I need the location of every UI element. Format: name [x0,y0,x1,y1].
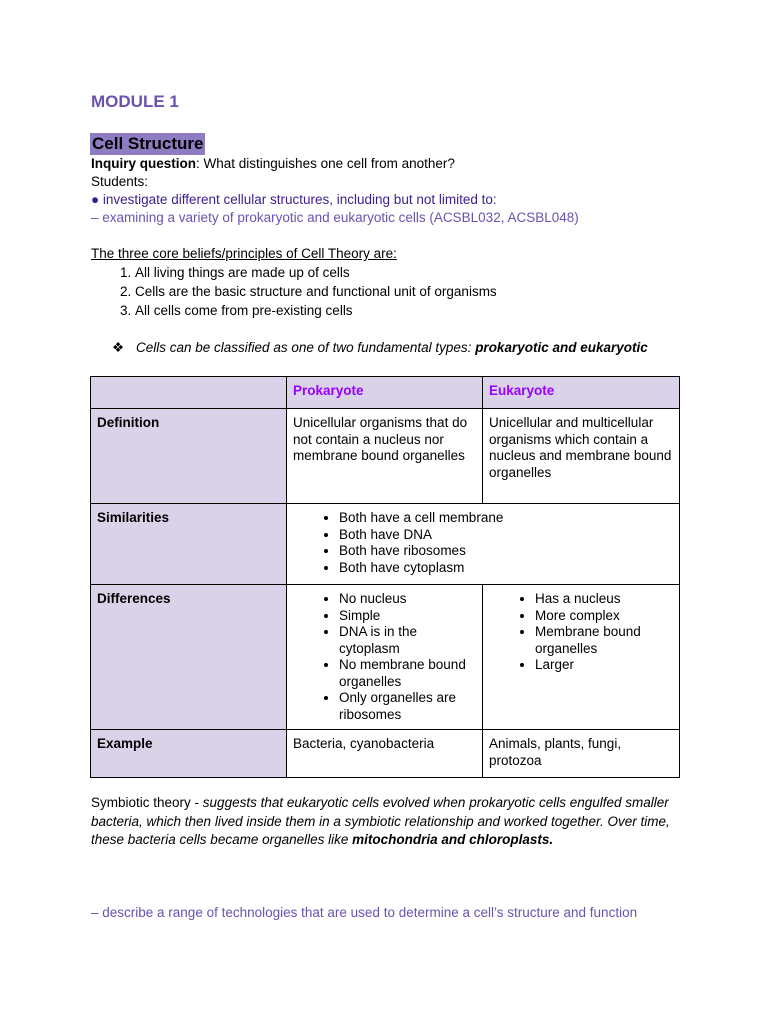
cell-theory-heading: The three core beliefs/principles of Cell Theory are: [91,246,397,261]
table-header-row [91,377,680,409]
symbiotic-theory-paragraph [91,794,691,850]
header-prokaryote: Prokaryote [287,377,483,409]
header-blank-cell [91,377,287,409]
table-row-differences [91,585,680,730]
list-item: • No membrane bound organelles [339,657,476,690]
header-eukaryote: Eukaryote [483,377,680,409]
cell-theory-principle: 3. All cells come from pre-existing cells [135,302,735,321]
example-eukaryote: Animals, plants, fungi, protozoa [483,730,680,778]
outcome-examining: – examining a variety of prokaryotic and eukaryotic cells (ACSBL032, ACSBL048) [91,210,579,225]
similarities-cell [287,504,680,585]
classification-note [114,339,648,357]
classification-bold: prokaryotic and eukaryotic [475,340,648,355]
list-item: • Only organelles are ribosomes [339,690,476,723]
row-label-example: Example [91,730,287,778]
table-row-example [91,730,680,778]
inquiry-question [91,155,455,173]
list-item: • Both have cytoplasm [339,560,673,577]
diamond-bullet-icon: ❖ [112,340,125,355]
definition-eukaryote: Unicellular and multicellular organisms which contain a nucleus and membrane bound organelles [483,409,680,504]
row-label-differences: Differences [91,585,287,730]
list-item: • Both have a cell membrane [339,510,673,527]
similarities-list [293,510,673,576]
students-label: Students: [91,174,149,189]
row-label-similarities: Similarities [91,504,287,585]
differences-eukaryote-list [489,591,673,674]
list-item: • Larger [535,657,673,674]
list-item: • Both have ribosomes [339,543,673,560]
list-item: • Simple [339,608,476,625]
symbiotic-organelles: mitochondria and chloroplasts. [352,832,554,847]
symbiotic-term: Symbiotic theory - [91,795,203,810]
module-title: MODULE 1 [91,92,179,111]
definition-prokaryote: Unicellular organisms that do not contain a nucleus nor membrane bound organelles [287,409,483,504]
comparison-table [90,376,680,778]
cell-theory-principle: 1. All living things are made up of cells [135,264,735,283]
classification-text: Cells can be classified as one of two fundamental types: [136,340,476,355]
table-row-similarities [91,504,680,585]
differences-prokaryote [287,585,483,730]
symbiotic-description: suggests that eukaryotic cells evolved when prokaryotic cells engulfed smaller bacteria, which then lived inside them in a symbiotic relationship and worked together. Over time, these bacteria cells became organelles like [91,795,670,847]
cell-theory-principle: 2. Cells are the basic structure and functional unit of organisms [135,283,735,302]
list-item: • More complex [535,608,673,625]
list-item: • DNA is in the cytoplasm [339,624,476,657]
list-item: • Has a nucleus [535,591,673,608]
list-item: • Both have DNA [339,527,673,544]
example-prokaryote: Bacteria, cyanobacteria [287,730,483,778]
inquiry-label: Inquiry question [91,156,197,171]
section-title: Cell Structure [92,134,204,153]
table-row-definition [91,409,680,504]
differences-prokaryote-list [293,591,476,723]
outcome-investigate: ● investigate different cellular structures, including but not limited to: [91,192,497,207]
differences-eukaryote [483,585,680,730]
inquiry-text: : What distinguishes one cell from another? [196,156,455,171]
list-item: • No nucleus [339,591,476,608]
list-item: • Membrane bound organelles [535,624,673,657]
cell-theory-list [91,264,735,321]
outcome-technologies: – describe a range of technologies that are used to determine a cell’s structure and function [91,905,638,920]
row-label-definition: Definition [91,409,287,504]
